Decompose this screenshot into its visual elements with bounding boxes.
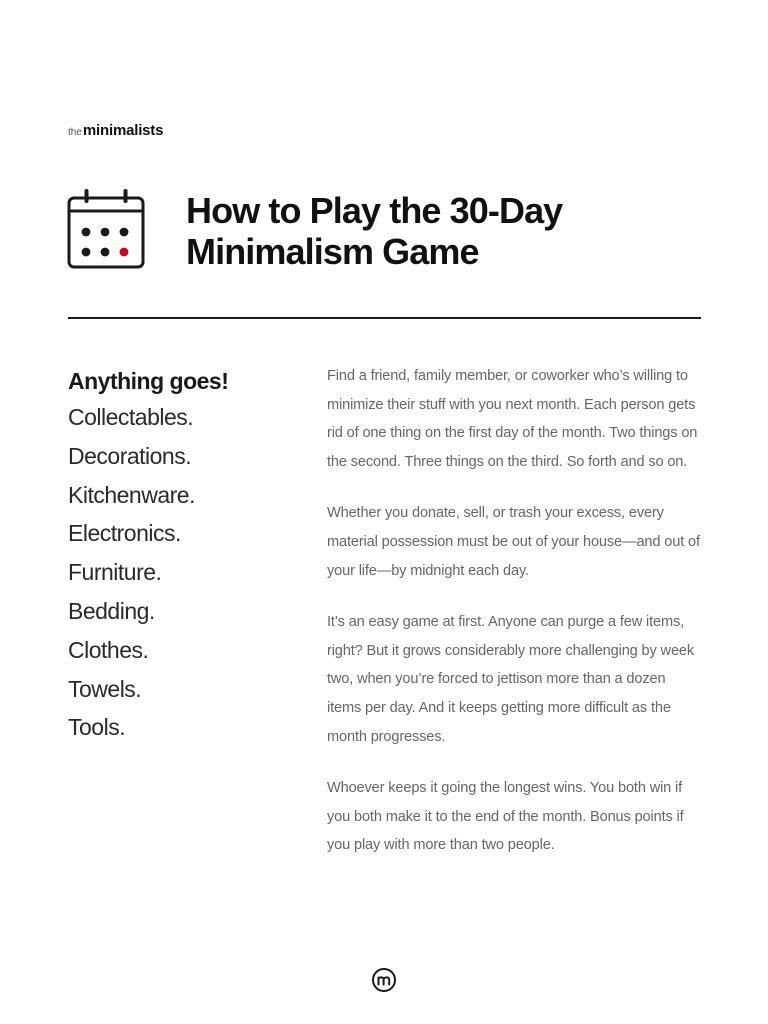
- items-heading: Anything goes!: [68, 368, 229, 394]
- title-line-1: How to Play the 30-Day: [186, 190, 563, 231]
- list-item: Clothes.: [68, 636, 149, 663]
- list-item: Kitchenware.: [68, 481, 195, 508]
- items-column: [68, 364, 308, 747]
- calendar-icon: [67, 188, 145, 270]
- title-line-2: Minimalism Game: [186, 231, 479, 272]
- items-list: [68, 398, 308, 747]
- list-item: Decorations.: [68, 442, 192, 469]
- logo-name: minimalists: [82, 122, 164, 139]
- divider: [68, 317, 701, 319]
- paragraph: Find a friend, family member, or coworker who’s willing to minimize their stuff with you next month. Each person gets rid of one thing on the first day of the month. Two things on the second. Three things on the third. So forth and so on.: [327, 368, 698, 470]
- paragraph: It’s an easy game at first. Anyone can purge a few items, right? But it grows considerably more challenging by week two, when you’re forced to jettison more than a dozen items per day. And it keeps getting more difficult as the month progresses.: [327, 614, 695, 745]
- list-item: Collectables.: [68, 404, 194, 430]
- minimalists-m-logo-icon: [371, 967, 397, 993]
- list-item: Bedding.: [68, 597, 155, 624]
- brand-logo: [68, 122, 163, 139]
- paragraph: Whether you donate, sell, or trash your excess, every material possession must be out of your house—and out of your life—by midnight each day.: [327, 505, 700, 579]
- page-title: [186, 190, 706, 272]
- logo-prefix: the: [68, 127, 82, 138]
- paragraph: Whoever keeps it going the longest wins. You both win if you both make it to the end of the month. Bonus points if you play with more than two people.: [327, 780, 684, 854]
- list-item: Electronics.: [68, 520, 181, 547]
- list-item: Towels.: [68, 675, 142, 702]
- list-item: Furniture.: [68, 559, 162, 586]
- list-item: Tools.: [68, 714, 126, 741]
- instructions-column: [327, 362, 701, 883]
